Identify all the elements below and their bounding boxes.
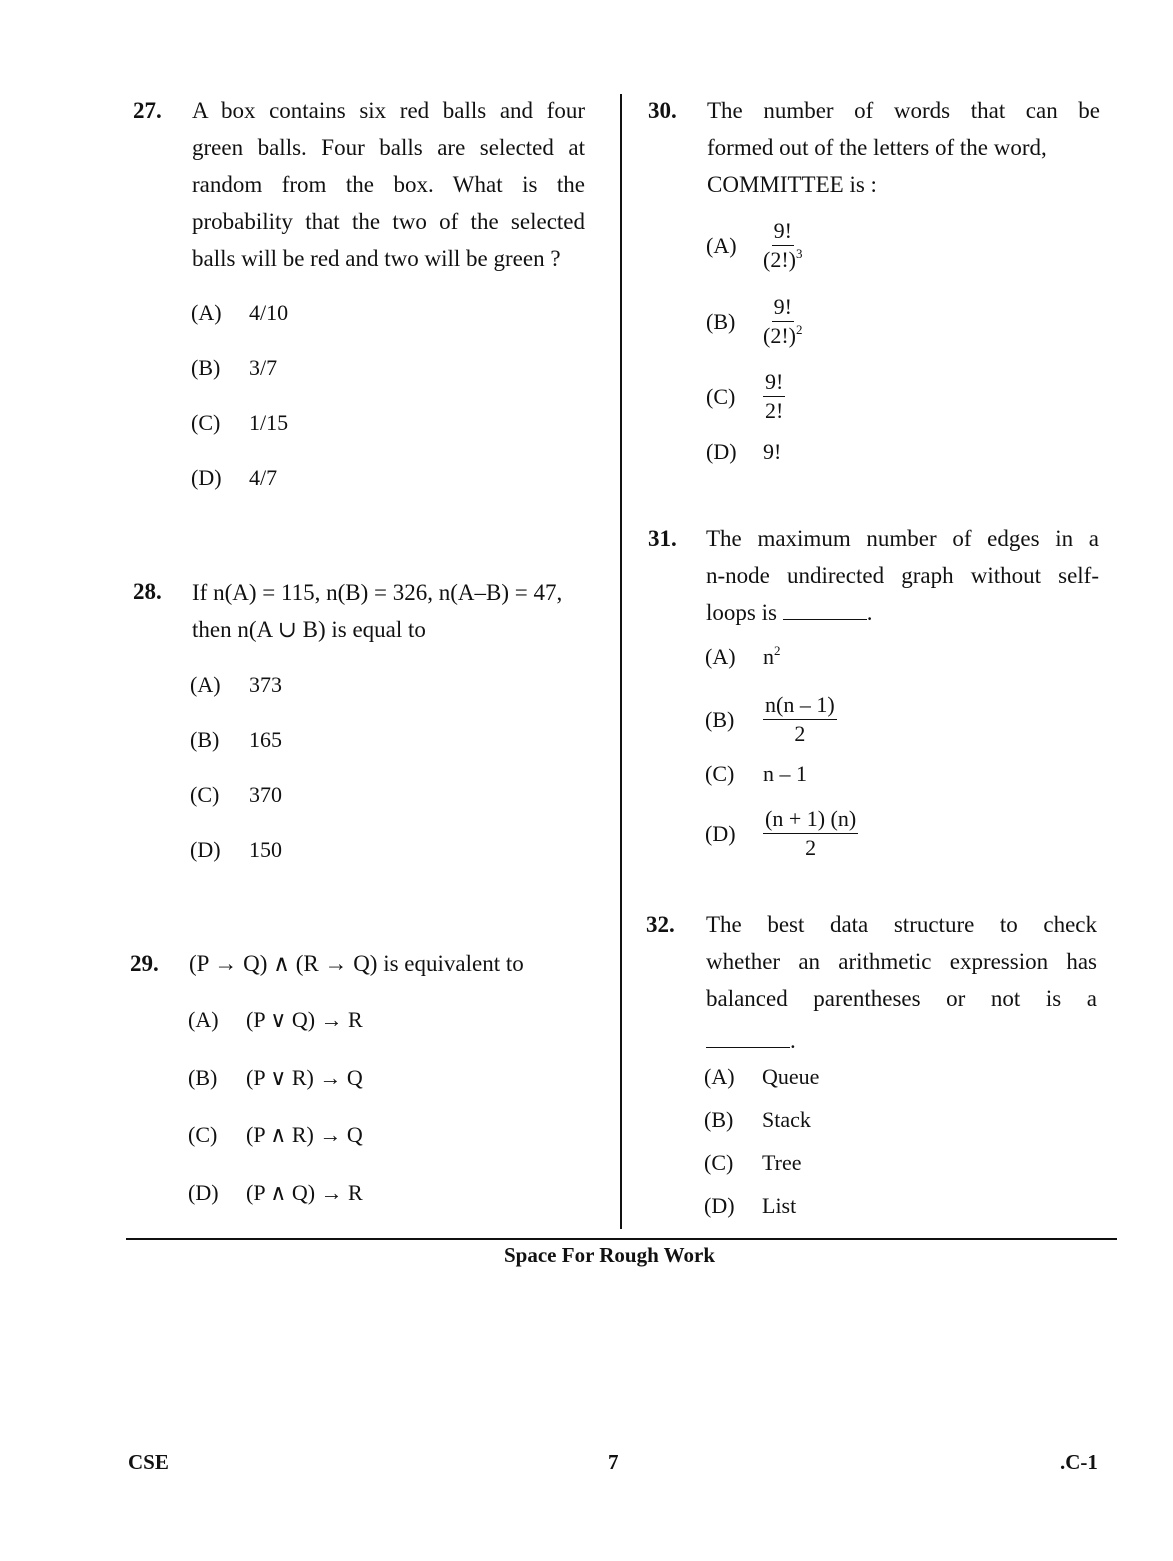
question-29-number: 29. bbox=[130, 951, 159, 976]
option-label: (B) bbox=[705, 706, 735, 732]
q32-option-d[interactable] bbox=[704, 1193, 796, 1219]
option-text: 150 bbox=[249, 837, 282, 862]
end-punctuation: . bbox=[790, 1028, 796, 1053]
option-label: (A) bbox=[191, 300, 222, 325]
q27-option-b[interactable] bbox=[191, 355, 277, 381]
q27-option-c[interactable] bbox=[191, 410, 288, 436]
denominator: 2 bbox=[805, 835, 817, 860]
q28-option-d[interactable] bbox=[190, 837, 282, 863]
q32-option-b[interactable] bbox=[704, 1107, 811, 1133]
denominator: 2 bbox=[794, 721, 806, 746]
fraction bbox=[763, 294, 802, 349]
question-27-line-1: A box contains six red balls and four bbox=[192, 98, 585, 123]
question-27-line-3: random from the box. What is the bbox=[192, 172, 585, 197]
denominator bbox=[763, 246, 802, 273]
numerator: n(n – 1) bbox=[763, 692, 837, 720]
option-text: 4/7 bbox=[249, 465, 278, 490]
fraction bbox=[763, 692, 837, 747]
option-label: (C) bbox=[190, 782, 220, 807]
question-30-line-2: formed out of the letters of the word, bbox=[707, 135, 1047, 160]
fraction bbox=[763, 369, 785, 424]
option-text: 4/10 bbox=[249, 300, 289, 325]
q29-option-b[interactable] bbox=[188, 1065, 363, 1091]
base: n bbox=[763, 644, 774, 669]
question-31-line-3 bbox=[706, 594, 872, 631]
denominator-base: (2!) bbox=[763, 323, 796, 348]
option-label: (A) bbox=[705, 644, 736, 669]
numerator: 9! bbox=[772, 294, 794, 322]
option-text: Stack bbox=[762, 1107, 811, 1132]
option-label: (C) bbox=[705, 761, 735, 786]
option-label: (B) bbox=[190, 727, 220, 752]
q31-option-b[interactable] bbox=[705, 692, 837, 747]
option-label: (C) bbox=[706, 383, 736, 409]
exponent: 2 bbox=[795, 322, 803, 337]
option-label: (C) bbox=[704, 1150, 734, 1175]
question-28-number: 28. bbox=[133, 579, 162, 604]
question-32-number: 32. bbox=[646, 912, 675, 937]
denominator-base: (2!) bbox=[763, 247, 796, 272]
column-divider bbox=[620, 94, 622, 1229]
question-31-line-1: The maximum number of edges in a bbox=[706, 526, 1099, 551]
q29-option-d[interactable] bbox=[188, 1180, 363, 1206]
rough-work-rule bbox=[126, 1238, 1117, 1240]
q29-option-a[interactable] bbox=[188, 1007, 363, 1033]
question-30-line-3: COMMITTEE is : bbox=[707, 172, 877, 197]
footer-subject-code: CSE bbox=[128, 1450, 169, 1474]
option-label: (D) bbox=[704, 1193, 735, 1218]
option-text: 3/7 bbox=[249, 355, 278, 380]
numerator: 9! bbox=[763, 369, 785, 397]
option-text: Queue bbox=[762, 1064, 820, 1089]
fraction bbox=[763, 218, 802, 273]
option-text: 373 bbox=[249, 672, 282, 697]
denominator: 2! bbox=[765, 398, 784, 423]
option-text: 1/15 bbox=[249, 410, 289, 435]
question-32-line-1: The best data structure to check bbox=[706, 912, 1097, 937]
option-label: (B) bbox=[704, 1107, 734, 1132]
option-label: (B) bbox=[188, 1065, 218, 1090]
option-text: 165 bbox=[249, 727, 282, 752]
option-label: (D) bbox=[705, 820, 736, 846]
exponent: 2 bbox=[774, 643, 781, 658]
option-text: (P ∨ R) → Q bbox=[246, 1065, 363, 1090]
question-32-line-2: whether an arithmetic expression has bbox=[706, 949, 1097, 974]
option-label: (A) bbox=[706, 232, 737, 258]
q32-option-a[interactable] bbox=[704, 1064, 819, 1090]
answer-blank bbox=[783, 599, 867, 620]
q27-option-a[interactable] bbox=[191, 300, 288, 326]
denominator bbox=[763, 322, 802, 349]
option-label: (A) bbox=[704, 1064, 735, 1089]
option-label: (C) bbox=[191, 410, 221, 435]
option-label: (A) bbox=[190, 672, 221, 697]
footer-booklet-code: .C-1 bbox=[1060, 1450, 1098, 1474]
option-text: (P ∨ Q) → R bbox=[246, 1007, 363, 1032]
question-31-line-2: n-node undirected graph without self- bbox=[706, 563, 1099, 588]
option-text: n – 1 bbox=[763, 761, 807, 786]
question-32-line-4 bbox=[706, 1022, 796, 1059]
option-label: (D) bbox=[191, 465, 222, 490]
q31-option-d[interactable] bbox=[705, 806, 858, 861]
q28-option-c[interactable] bbox=[190, 782, 282, 808]
numerator: (n + 1) (n) bbox=[763, 806, 858, 834]
fraction bbox=[763, 806, 858, 861]
q27-option-d[interactable] bbox=[191, 465, 277, 491]
question-27-line-5: balls will be red and two will be green ? bbox=[192, 246, 561, 271]
question-30-line-1: The number of words that can be bbox=[707, 98, 1100, 123]
question-30-number: 30. bbox=[648, 98, 677, 123]
option-label: (D) bbox=[188, 1180, 219, 1205]
option-text: 9! bbox=[763, 439, 782, 464]
q31-option-c[interactable] bbox=[705, 761, 807, 787]
option-label: (B) bbox=[191, 355, 221, 380]
option-text: Tree bbox=[762, 1150, 802, 1175]
q28-option-b[interactable] bbox=[190, 727, 282, 753]
question-31-number: 31. bbox=[648, 526, 677, 551]
question-27-number: 27. bbox=[133, 98, 162, 123]
question-29-text: (P → Q) ∧ (R → Q) is equivalent to bbox=[189, 951, 524, 976]
question-27-line-4: probability that the two of the selected bbox=[192, 209, 585, 234]
option-label: (D) bbox=[190, 837, 221, 862]
question-27-line-2: green balls. Four balls are selected at bbox=[192, 135, 585, 160]
q30-option-a[interactable] bbox=[706, 218, 802, 273]
option-label: (C) bbox=[188, 1122, 218, 1147]
exponent: 3 bbox=[795, 246, 803, 261]
option-text: (P ∧ Q) → R bbox=[246, 1180, 363, 1205]
q29-option-c[interactable] bbox=[188, 1122, 363, 1148]
option-text bbox=[763, 644, 781, 670]
q32-option-c[interactable] bbox=[704, 1150, 802, 1176]
footer-page-number: 7 bbox=[608, 1450, 619, 1474]
option-text: (P ∧ R) → Q bbox=[246, 1122, 363, 1147]
option-label: (A) bbox=[188, 1007, 219, 1032]
option-text: 370 bbox=[249, 782, 282, 807]
end-punctuation: . bbox=[866, 600, 873, 625]
option-text: List bbox=[762, 1193, 797, 1218]
q30-option-b[interactable] bbox=[706, 294, 802, 349]
answer-blank bbox=[706, 1027, 790, 1048]
question-28-line-2: then n(A ∪ B) is equal to bbox=[192, 617, 426, 642]
option-label: (B) bbox=[706, 308, 736, 334]
q30-option-c[interactable] bbox=[706, 369, 785, 424]
question-32-line-3: balanced parentheses or not is a bbox=[706, 986, 1097, 1011]
rough-work-heading: Space For Rough Work bbox=[504, 1243, 716, 1267]
q28-option-a[interactable] bbox=[190, 672, 282, 698]
option-label: (D) bbox=[706, 439, 737, 464]
question-28-line-1: If n(A) = 115, n(B) = 326, n(A–B) = 47, bbox=[192, 580, 563, 605]
q30-option-d[interactable] bbox=[706, 439, 781, 465]
numerator: 9! bbox=[772, 218, 794, 246]
q31-option-a[interactable] bbox=[705, 644, 781, 670]
question-31-line-3-text: loops is bbox=[706, 600, 777, 625]
